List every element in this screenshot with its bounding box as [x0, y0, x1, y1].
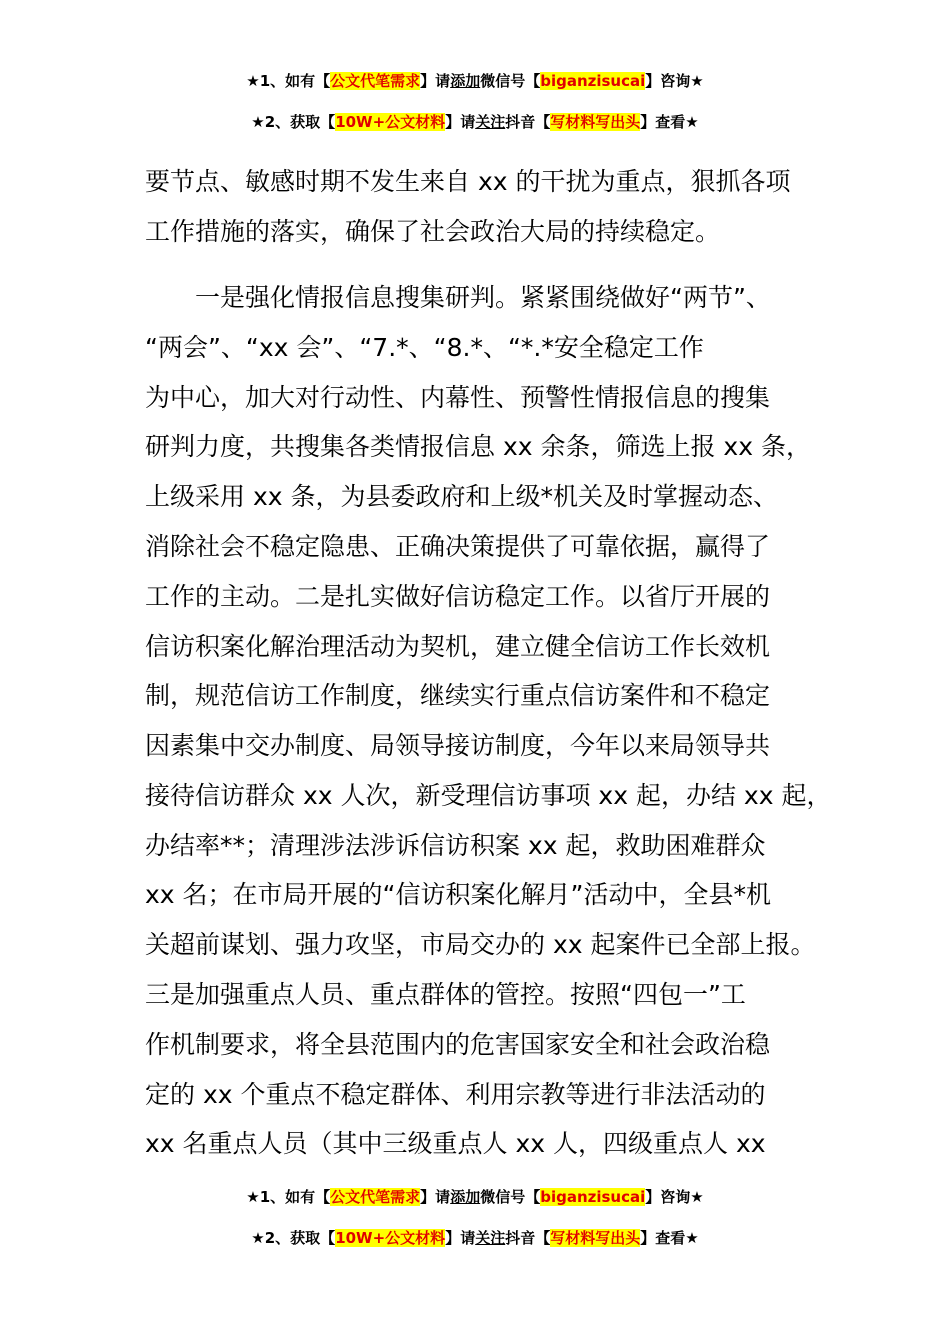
- promo-text: 微信号【: [480, 72, 541, 90]
- footer-promo-line-2: [0, 1227, 950, 1248]
- promo-text: 】请: [420, 1188, 451, 1206]
- body-line: 一是强化情报信息搜集研判。紧紧围绕做好“两节”、: [195, 283, 771, 312]
- promo-highlight: 写材料写出头: [550, 113, 641, 131]
- promo-text: ★2、获取【: [251, 113, 336, 131]
- promo-highlight: 10W+公文材料: [335, 1229, 446, 1247]
- promo-text: 】查看★: [640, 1229, 699, 1247]
- promo-text: 抖音【: [505, 113, 551, 131]
- body-line: xx 名；在市局开展的“信访积案化解月”活动中，全县*机: [145, 880, 771, 909]
- body-line: “两会”、“xx 会”、“7.*、“8.*、“*.*安全稳定工作: [145, 333, 704, 362]
- promo-highlight: 写材料写出头: [550, 1229, 641, 1247]
- promo-text: 】请: [420, 72, 451, 90]
- body-line: 办结率**；清理涉法涉诉信访积案 xx 起，救助困难群众: [145, 831, 766, 860]
- body-line: 定的 xx 个重点不稳定群体、利用宗教等进行非法活动的: [145, 1080, 766, 1109]
- body-line: 工作的主动。二是扎实做好信访稳定工作。以省厅开展的: [145, 582, 771, 611]
- promo-underline: 添加: [450, 72, 481, 90]
- promo-text: 】请: [445, 113, 476, 131]
- promo-text: 】咨询★: [645, 72, 704, 90]
- promo-underline: 关注: [475, 1229, 506, 1247]
- body-line: 关超前谋划、强力攻坚，市局交办的 xx 起案件已全部上报。: [145, 930, 816, 959]
- promo-text: ★2、获取【: [251, 1229, 336, 1247]
- promo-text: 】查看★: [640, 113, 699, 131]
- body-line: 上级采用 xx 条，为县委政府和上级*机关及时掌握动态、: [145, 482, 778, 511]
- header-promo-line-1: [0, 70, 950, 91]
- body-line: xx 名重点人员（其中三级重点人 xx 人，四级重点人 xx: [145, 1129, 766, 1158]
- promo-text: 抖音【: [505, 1229, 551, 1247]
- promo-underline: 关注: [475, 113, 506, 131]
- promo-highlight: 公文代笔需求: [330, 72, 421, 90]
- promo-text: ★1、如有【: [246, 1188, 331, 1206]
- body-line: 三是加强重点人员、重点群体的管控。按照“四包一”工: [145, 980, 746, 1009]
- promo-highlight: 10W+公文材料: [335, 113, 446, 131]
- promo-text: 微信号【: [480, 1188, 541, 1206]
- body-line: 制，规范信访工作制度，继续实行重点信访案件和不稳定: [145, 681, 771, 710]
- header-promo-line-2: [0, 111, 950, 132]
- promo-underline: 添加: [450, 1188, 481, 1206]
- promo-highlight: biganzisucai: [540, 72, 646, 90]
- promo-text: ★1、如有【: [246, 72, 331, 90]
- body-line: 为中心，加大对行动性、内幕性、预警性情报信息的搜集: [145, 383, 771, 412]
- promo-text: 】咨询★: [645, 1188, 704, 1206]
- body-line: 信访积案化解治理活动为契机，建立健全信访工作长效机: [145, 632, 771, 661]
- body-line: 研判力度，共搜集各类情报信息 xx 余条，筛选上报 xx 条，: [145, 432, 811, 461]
- body-line: 消除社会不稳定隐患、正确决策提供了可靠依据，赢得了: [145, 532, 771, 561]
- body-line: 要节点、敏感时期不发生来自 xx 的干扰为重点，狠抓各项: [145, 167, 791, 196]
- promo-highlight: 公文代笔需求: [330, 1188, 421, 1206]
- footer-promo-line-1: [0, 1186, 950, 1207]
- body-line: 工作措施的落实，确保了社会政治大局的持续稳定。: [145, 217, 721, 246]
- body-line: 接待信访群众 xx 人次，新受理信访事项 xx 起，办结 xx 起，: [145, 781, 832, 810]
- promo-highlight: biganzisucai: [540, 1188, 646, 1206]
- body-line: 作机制要求，将全县范围内的危害国家安全和社会政治稳: [145, 1030, 771, 1059]
- promo-text: 】请: [445, 1229, 476, 1247]
- body-line: 因素集中交办制度、局领导接访制度，今年以来局领导共: [145, 731, 771, 760]
